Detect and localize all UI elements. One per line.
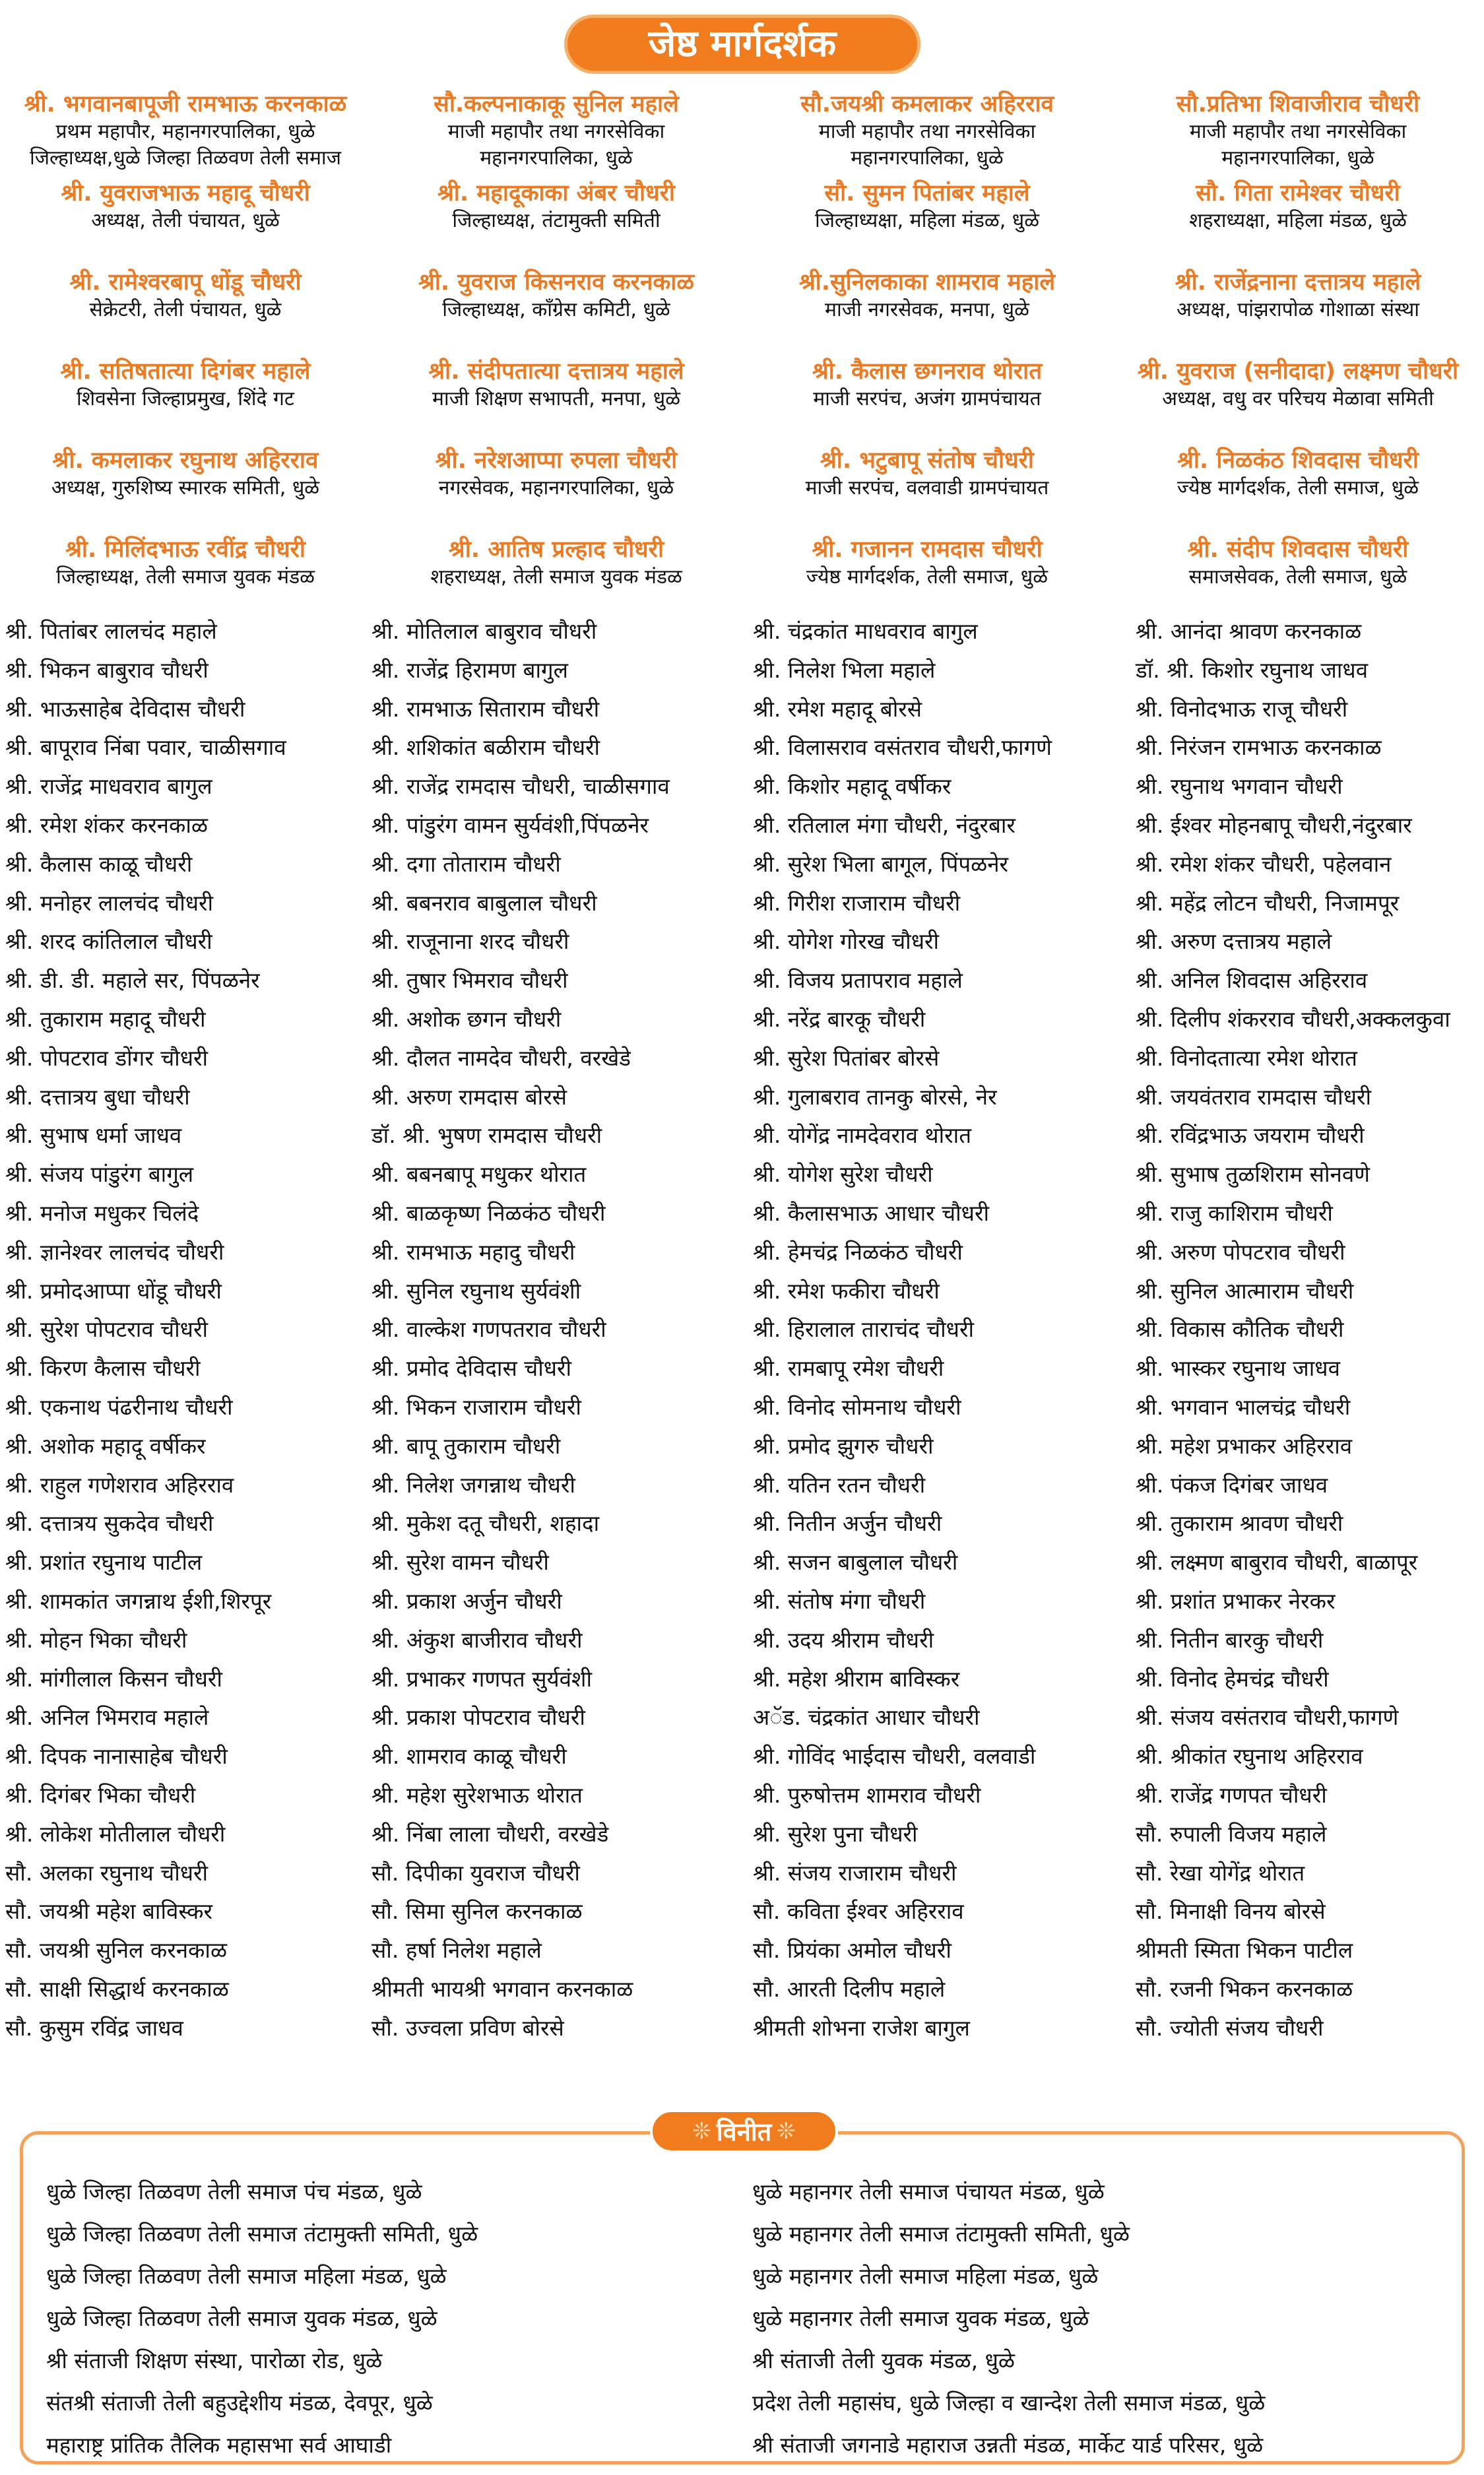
organisation-name: धुळे महानगर तेली समाज महिला मंडळ, धुळे	[752, 2263, 1099, 2289]
leader-name: श्री. कमलाकर रघुनाथ अहिरराव	[52, 447, 319, 474]
member-name: श्री. पोपटराव डोंगर चौधरी	[5, 1045, 209, 1071]
leader-row	[0, 353, 1484, 442]
leader-card	[1113, 531, 1483, 620]
member-name: श्री. रामभाऊ महादु चौधरी	[371, 1238, 575, 1265]
member-name: श्री. नरेंद्र बारकू चौधरी	[753, 1006, 926, 1032]
member-name: श्री. चंद्रकांत माधवराव बागुल	[753, 618, 978, 644]
member-name: श्री. रामभाऊ सिताराम चौधरी	[371, 695, 600, 722]
member-name: सौ. रेखा योगेंद्र थोरात	[1136, 1859, 1305, 1886]
leader-card	[1113, 264, 1483, 353]
leader-designation: अध्यक्ष, पांझरापोळ गोशाळा संस्था	[1176, 298, 1420, 321]
member-name: श्री. हिरालाल ताराचंद चौधरी	[753, 1316, 974, 1343]
member-name: श्री. अशोक महादू वर्षीकर	[5, 1432, 206, 1459]
leader-name: श्री. युवराज (सनीदादा) लक्ष्मण चौधरी	[1137, 358, 1459, 385]
leader-card	[742, 264, 1113, 353]
leader-card	[1113, 175, 1483, 264]
leader-name: श्री. गजानन रामदास चौधरी	[812, 536, 1043, 563]
leader-name: श्री. आतिष प्रल्हाद चौधरी	[448, 536, 664, 563]
leader-name: श्री. भटुबापू संतोष चौधरी	[820, 447, 1034, 474]
leader-row	[0, 531, 1484, 620]
member-name: श्री. विनोद सोमनाथ चौधरी	[753, 1394, 961, 1420]
member-name: श्री. दत्तात्रय सुकदेव चौधरी	[5, 1510, 214, 1537]
leader-designation: माजी नगरसेवक, मनपा, धुळे	[825, 298, 1029, 321]
leader-designation: अध्यक्ष, तेली पंचायत, धुळे	[91, 209, 280, 232]
member-name: श्री. श्रीकांत रघुनाथ अहिरराव	[1136, 1743, 1363, 1770]
member-name: श्री. ज्ञानेश्वर लालचंद चौधरी	[5, 1238, 224, 1265]
leader-designation: शिवसेना जिल्हाप्रमुख, शिंदे गट	[76, 387, 294, 410]
member-name: श्री. बबनबापू मधुकर थोरात	[371, 1161, 587, 1188]
organisation-name: धुळे महानगर तेली समाज युवक मंडळ, धुळे	[752, 2305, 1089, 2331]
leader-designation: माजी महापौर तथा नगरसेविका	[1189, 120, 1407, 143]
organisation-name: श्री संताजी शिक्षण संस्था, पारोळा रोड, धुळे	[46, 2348, 383, 2373]
leader-name: श्री. युवराज किसनराव करनकाळ	[418, 269, 694, 296]
leader-card	[1113, 353, 1483, 442]
member-name: श्री. योगेश गोरख चौधरी	[753, 928, 940, 955]
member-name: श्री. लोकेश मोतीलाल चौधरी	[5, 1820, 226, 1847]
organisation-name: धुळे जिल्हा तिळवण तेली समाज तंटामुक्ती समिती, धुळे	[46, 2221, 478, 2247]
member-name: श्री. नितीन अर्जुन चौधरी	[753, 1510, 942, 1537]
leader-name: श्री. संदीपतात्या दत्तात्रय महाले	[428, 358, 684, 385]
member-name: सौ. अलका रघुनाथ चौधरी	[5, 1859, 209, 1886]
member-name: श्री. दत्तात्रय बुधा चौधरी	[5, 1083, 190, 1110]
member-name: श्री. भिकन बाबुराव चौधरी	[5, 657, 209, 683]
leader-name: श्री. महादूकाका अंबर चौधरी	[437, 180, 675, 207]
member-name: श्री. रामबापू रमेश चौधरी	[753, 1355, 944, 1382]
member-name: श्री. पुरुषोत्तम शामराव चौधरी	[753, 1782, 981, 1808]
leader-row	[0, 175, 1484, 264]
member-name: श्री. रमेश शंकर करनकाळ	[5, 812, 208, 838]
flower-icon: ❊	[692, 2118, 711, 2144]
member-name: श्री. रतिलाल मंगा चौधरी, नंदुरबार	[753, 812, 1016, 838]
member-name: श्री. किशोर महादू वर्षीकर	[753, 773, 952, 800]
member-name: श्री. भाऊसाहेब देविदास चौधरी	[5, 695, 245, 722]
leader-card	[742, 353, 1113, 442]
member-name: श्री. सुरेश पितांबर बोरसे	[753, 1045, 940, 1071]
leader-designation: ज्येष्ठ मार्गदर्शक, तेली समाज, धुळे	[806, 565, 1048, 589]
member-name: श्री. अनिल भिमराव महाले	[5, 1704, 209, 1731]
leader-card	[742, 442, 1113, 531]
organisation-name: धुळे जिल्हा तिळवण तेली समाज युवक मंडळ, धुळे	[46, 2305, 437, 2331]
leader-row	[0, 442, 1484, 531]
member-name: श्री. रविंद्रभाऊ जयराम चौधरी	[1136, 1122, 1365, 1149]
leader-designation: अध्यक्ष, गुरुशिष्य स्मारक समिती, धुळे	[51, 476, 320, 499]
member-name: श्री. दिगंबर भिका चौधरी	[5, 1782, 196, 1808]
member-name: श्री. कैलास काळू चौधरी	[5, 851, 193, 877]
member-name: सौ. जयश्री महेश बाविस्कर	[5, 1898, 213, 1925]
member-name: श्री. निरंजन रामभाऊ करनकाळ	[1136, 734, 1382, 761]
member-name: श्री. अशोक छगन चौधरी	[371, 1006, 562, 1032]
member-name: श्री. डी. डी. महाले सर, पिंपळनेर	[5, 967, 260, 994]
member-name: श्री. सुरेश भिला बागूल, पिंपळनेर	[753, 851, 1009, 877]
member-name: श्री. विजय प्रतापराव महाले	[753, 967, 963, 994]
leader-designation: महानगरपालिका, धुळे	[480, 146, 633, 170]
member-name: श्री. राजु काशिराम चौधरी	[1136, 1200, 1333, 1226]
member-column	[0, 612, 366, 2047]
leader-designation: माजी सरपंच, अजंग ग्रामपंचायत	[813, 387, 1041, 410]
organisation-name: श्री संताजी जगनाडे महाराज उन्नती मंडळ, मार्केट यार्ड परिसर, धुळे	[752, 2432, 1264, 2458]
leader-card	[371, 264, 742, 353]
member-name: श्री. भास्कर रघुनाथ जाधव	[1136, 1355, 1340, 1382]
member-name: श्री. महेश श्रीराम बाविस्कर	[753, 1665, 960, 1692]
member-name: श्री. दौलत नामदेव चौधरी, वरखेडे	[371, 1045, 631, 1071]
member-name: श्री. राहुल गणेशराव अहिरराव	[5, 1471, 234, 1498]
leader-row	[0, 86, 1484, 175]
member-name: सौ. सिमा सुनिल करनकाळ	[371, 1898, 583, 1925]
member-name: श्री. भिकन राजाराम चौधरी	[371, 1394, 581, 1420]
leader-name: सौ.प्रतिभा शिवाजीराव चौधरी	[1176, 91, 1420, 117]
leader-designation: जिल्हाध्यक्ष, तंटामुक्ती समिती	[452, 209, 661, 232]
member-name: श्री. अरुण दत्तात्रय महाले	[1136, 928, 1332, 955]
member-name: अॅड. चंद्रकांत आधार चौधरी	[753, 1704, 980, 1731]
member-name: सौ. जयश्री सुनिल करनकाळ	[5, 1937, 228, 1964]
member-name: श्री. शरद कांतिलाल चौधरी	[5, 928, 212, 955]
leader-designation: महानगरपालिका, धुळे	[851, 146, 1004, 170]
member-name: श्री. आनंदा श्रावण करनकाळ	[1136, 618, 1362, 644]
member-name: श्री. सुनिल रघुनाथ सुर्यवंशी	[371, 1277, 581, 1304]
leader-card	[742, 175, 1113, 264]
member-name: श्री. राजेंद्र हिरामण बागुल	[371, 657, 568, 683]
member-name: श्री. मनोहर लालचंद चौधरी	[5, 889, 214, 916]
member-name: श्री. गिरीश राजाराम चौधरी	[753, 889, 961, 916]
member-column	[1130, 612, 1484, 2047]
member-name: श्री. लक्ष्मण बाबुराव चौधरी, बाळापूर	[1136, 1549, 1418, 1576]
member-name: श्री. एकनाथ पंढरीनाथ चौधरी	[5, 1394, 233, 1420]
member-name: श्री. प्रशांत प्रभाकर नेरकर	[1136, 1588, 1336, 1614]
member-name: सौ. उज्वला प्रविण बोरसे	[371, 2014, 564, 2041]
leader-name: सौ. गिता रामेश्वर चौधरी	[1196, 180, 1400, 207]
member-name: श्री. अरुण पोपटराव चौधरी	[1136, 1238, 1345, 1265]
leader-card	[371, 442, 742, 531]
organisation-name: प्रदेश तेली महासंघ, धुळे जिल्हा व खान्देश तेली समाज मंडळ, धुळे	[752, 2390, 1266, 2416]
closing-column	[46, 2171, 752, 2466]
leader-designation: जिल्हाध्यक्षा, महिला मंडळ, धुळे	[814, 209, 1040, 232]
organisation-name: धुळे जिल्हा तिळवण तेली समाज पंच मंडळ, धुळे	[46, 2179, 422, 2204]
closing-column	[752, 2171, 1445, 2466]
closing-organisations	[46, 2171, 1445, 2466]
leader-designation: ज्येष्ठ मार्गदर्शक, तेली समाज, धुळे	[1177, 476, 1419, 499]
leader-name: श्री. रामेश्वरबापू धोंडू चौधरी	[69, 269, 302, 296]
member-name: श्री. प्रकाश अर्जुन चौधरी	[371, 1588, 562, 1614]
member-name: श्री. प्रशांत रघुनाथ पाटील	[5, 1549, 203, 1576]
member-name: श्री. दिलीप शंकरराव चौधरी,अक्कलकुवा	[1136, 1006, 1450, 1032]
member-name: श्रीमती भायश्री भगवान करनकाळ	[371, 1976, 633, 2002]
leader-name: सौ.जयश्री कमलाकर अहिरराव	[800, 91, 1054, 117]
member-name: श्री. रमेश फकीरा चौधरी	[753, 1277, 940, 1304]
member-name: डॉ. श्री. किशोर रघुनाथ जाधव	[1136, 657, 1369, 683]
member-name: श्री. निंबा लाला चौधरी, वरखेडे	[371, 1820, 609, 1847]
member-name: श्री. अंकुश बाजीराव चौधरी	[371, 1626, 583, 1653]
leader-name: श्री. कैलास छगनराव थोरात	[812, 358, 1043, 385]
member-name: श्री. भगवान भालचंद्र चौधरी	[1136, 1394, 1351, 1420]
member-name: श्री. महेश प्रभाकर अहिरराव	[1136, 1432, 1353, 1459]
leader-card	[0, 353, 371, 442]
member-name: श्री. प्रकाश पोपटराव चौधरी	[371, 1704, 585, 1731]
leader-card	[0, 531, 371, 620]
leader-card	[371, 175, 742, 264]
member-name: श्री. नितीन बारकु चौधरी	[1136, 1626, 1324, 1653]
member-name: श्री. रमेश शंकर चौधरी, पहेलवान	[1136, 851, 1392, 877]
organisation-name: श्री संताजी तेली युवक मंडळ, धुळे	[752, 2348, 1015, 2373]
member-name: श्री. रघुनाथ भगवान चौधरी	[1136, 773, 1343, 800]
member-name: श्री. राजूनाना शरद चौधरी	[371, 928, 569, 955]
member-name: सौ. प्रियंका अमोल चौधरी	[753, 1937, 952, 1964]
member-name: श्री. किरण कैलास चौधरी	[5, 1355, 201, 1382]
member-name: श्री. वाल्केश गणपतराव चौधरी	[371, 1316, 606, 1343]
leader-designation: शहराध्यक्षा, महिला मंडळ, धुळे	[1189, 209, 1407, 232]
leader-name: सौ. सुमन पितांबर महाले	[824, 180, 1030, 207]
members-list	[0, 612, 1484, 2047]
member-name: श्री. सुभाष तुळशिराम सोनवणे	[1136, 1161, 1371, 1188]
member-name: श्री. बाळकृष्ण निळकंठ चौधरी	[371, 1200, 606, 1226]
leader-designation: अध्यक्ष, वधु वर परिचय मेळावा समिती	[1162, 387, 1434, 410]
member-name: सौ. आरती दिलीप महाले	[753, 1976, 946, 2002]
member-name: श्री. बापू तुकाराम चौधरी	[371, 1432, 561, 1459]
member-name: सौ. ज्योती संजय चौधरी	[1136, 2014, 1324, 2041]
leader-designation: माजी शिक्षण सभापती, मनपा, धुळे	[432, 387, 681, 410]
member-name: श्री. निलेश भिला महाले	[753, 657, 936, 683]
member-name: श्री. प्रमोदआप्पा धोंडू चौधरी	[5, 1277, 222, 1304]
member-name: श्री. उदय श्रीराम चौधरी	[753, 1626, 934, 1653]
member-name: श्री. यतिन रतन चौधरी	[753, 1471, 926, 1498]
leader-designation: जिल्हाध्यक्ष, तेली समाज युवक मंडळ	[56, 565, 315, 589]
leader-designation: शहराध्यक्ष, तेली समाज युवक मंडळ	[430, 565, 682, 589]
member-name: श्री. शामराव काळू चौधरी	[371, 1743, 567, 1770]
leader-name: श्री. निळकंठ शिवदास चौधरी	[1177, 447, 1419, 474]
member-name: सौ. रजनी भिकन करनकाळ	[1136, 1976, 1353, 2002]
leader-card	[1113, 442, 1483, 531]
member-name: श्री. सजन बाबुलाल चौधरी	[753, 1549, 958, 1576]
leader-card	[0, 175, 371, 264]
leader-card	[742, 531, 1113, 620]
organisation-name: धुळे महानगर तेली समाज पंचायत मंडळ, धुळे	[752, 2179, 1105, 2204]
leader-designation: समाजसेवक, तेली समाज, धुळे	[1188, 565, 1407, 589]
member-name: श्रीमती शोभना राजेश बागुल	[753, 2014, 970, 2041]
member-name: श्री. बापूराव निंबा पवार, चाळीसगाव	[5, 734, 286, 761]
member-name: श्री. विलासराव वसंतराव चौधरी,फागणे	[753, 734, 1052, 761]
member-name: श्री. जयवंतराव रामदास चौधरी	[1136, 1083, 1372, 1110]
leader-designation: माजी महापौर तथा नगरसेविका	[818, 120, 1036, 143]
leader-card	[0, 442, 371, 531]
member-name: श्री. मोहन भिका चौधरी	[5, 1626, 187, 1653]
leader-designation: महानगरपालिका, धुळे	[1221, 146, 1374, 170]
flower-icon: ❊	[777, 2118, 796, 2144]
member-name: सौ. रुपाली विजय महाले	[1136, 1820, 1327, 1847]
leader-row	[0, 264, 1484, 353]
member-name: श्री. पितांबर लालचंद महाले	[5, 618, 217, 644]
member-name: श्री. प्रमोद झुगरु चौधरी	[753, 1432, 934, 1459]
member-name: श्री. सुभाष धर्मा जाधव	[5, 1122, 182, 1149]
member-name: सौ. मिनाक्षी विनय बोरसे	[1136, 1898, 1326, 1925]
member-name: श्री. गोविंद भाईदास चौधरी, वलवाडी	[753, 1743, 1036, 1770]
member-name: डॉ. श्री. भुषण रामदास चौधरी	[371, 1122, 602, 1149]
member-name: श्री. विनोदभाऊ राजू चौधरी	[1136, 695, 1348, 722]
member-name: श्री. निलेश जगन्नाथ चौधरी	[371, 1471, 575, 1498]
member-name: श्री. विनोद हेमचंद्र चौधरी	[1136, 1665, 1329, 1692]
vinit-badge	[650, 2109, 838, 2153]
member-name: श्री. सुरेश पोपटराव चौधरी	[5, 1316, 209, 1343]
vinit-label: विनीत	[716, 2117, 772, 2146]
leader-name: श्री. सतिषतात्या दिगंबर महाले	[60, 358, 311, 385]
member-name: श्री. अरुण रामदास बोरसे	[371, 1083, 567, 1110]
leader-card	[371, 353, 742, 442]
member-name: श्री. योगेश सुरेश चौधरी	[753, 1161, 933, 1188]
leader-name: श्री.सुनिलकाका शामराव महाले	[798, 269, 1056, 296]
member-name: श्री. हेमचंद्र निळकंठ चौधरी	[753, 1238, 963, 1265]
organisation-name: धुळे महानगर तेली समाज तंटामुक्ती समिती, धुळे	[752, 2221, 1130, 2247]
leader-designation: माजी सरपंच, वलवाडी ग्रामपंचायत	[805, 476, 1049, 499]
member-name: श्रीमती स्मिता भिकन पाटील	[1136, 1937, 1353, 1964]
member-name: श्री. योगेंद्र नामदेवराव थोरात	[753, 1122, 972, 1149]
member-name: श्री. महेंद्र लोटन चौधरी, निजामपूर	[1136, 889, 1400, 916]
leader-name: श्री. युवराजभाऊ महादू चौधरी	[61, 180, 310, 207]
leader-name: सौ.कल्पनाकाकू सुनिल महाले	[434, 91, 679, 117]
member-name: श्री. राजेंद्र माधवराव बागुल	[5, 773, 212, 800]
member-name: श्री. महेश सुरेशभाऊ थोरात	[371, 1782, 583, 1808]
member-name: श्री. कैलासभाऊ आधार चौधरी	[753, 1200, 989, 1226]
member-name: श्री. तुकाराम महादू चौधरी	[5, 1006, 206, 1032]
member-name: श्री. तुषार भिमराव चौधरी	[371, 967, 568, 994]
member-name: श्री. संतोष मंगा चौधरी	[753, 1588, 926, 1614]
member-name: श्री. प्रमोद देविदास चौधरी	[371, 1355, 572, 1382]
member-name: श्री. प्रभाकर गणपत सुर्यवंशी	[371, 1665, 593, 1692]
leader-name: श्री. मिलिंदभाऊ रवींद्र चौधरी	[65, 536, 306, 563]
member-name: सौ. दिपीका युवराज चौधरी	[371, 1859, 580, 1886]
member-name: श्री. मुकेश दतू चौधरी, शहादा	[371, 1510, 600, 1537]
member-column	[748, 612, 1130, 2047]
member-name: श्री. मनोज मधुकर चिलंदे	[5, 1200, 199, 1226]
leader-card	[742, 86, 1113, 175]
member-name: श्री. विनोदतात्या रमेश थोरात	[1136, 1045, 1357, 1071]
member-name: श्री. सुरेश पुना चौधरी	[753, 1820, 918, 1847]
leader-name: श्री. भगवानबापूजी रामभाऊ करनकाळ	[24, 91, 347, 117]
leader-card	[371, 86, 742, 175]
member-name: श्री. सुरेश वामन चौधरी	[371, 1549, 549, 1576]
member-name: श्री. बबनराव बाबुलाल चौधरी	[371, 889, 597, 916]
leader-designation: जिल्हाध्यक्ष,धुळे जिल्हा तिळवण तेली समाज	[30, 146, 341, 170]
member-name: सौ. हर्षा निलेश महाले	[371, 1937, 542, 1964]
member-name: श्री. पंकज दिगंबर जाधव	[1136, 1471, 1328, 1498]
member-name: श्री. संजय पांडुरंग बागुल	[5, 1161, 194, 1188]
member-name: श्री. सुनिल आत्माराम चौधरी	[1136, 1277, 1354, 1304]
member-name: श्री. राजेंद्र गणपत चौधरी	[1136, 1782, 1327, 1808]
member-name: श्री. तुकाराम श्रावण चौधरी	[1136, 1510, 1343, 1537]
leader-designation: नगरसेवक, महानगरपालिका, धुळे	[438, 476, 674, 499]
page-title: जेष्ठ मार्गदर्शक	[648, 22, 837, 65]
leader-name: श्री. नरेशआप्पा रुपला चौधरी	[435, 447, 678, 474]
leader-designation: सेक्रेटरी, तेली पंचायत, धुळे	[89, 298, 282, 321]
leaders-grid	[0, 86, 1484, 620]
leader-name: श्री. संदीप शिवदास चौधरी	[1187, 536, 1409, 563]
title-badge	[564, 15, 920, 74]
member-name: श्री. गुलाबराव तानकु बोरसे, नेर	[753, 1083, 997, 1110]
member-name: श्री. दगा तोताराम चौधरी	[371, 851, 561, 877]
member-name: श्री. राजेंद्र रामदास चौधरी, चाळीसगाव	[371, 773, 670, 800]
member-name: श्री. शशिकांत बळीराम चौधरी	[371, 734, 600, 761]
leader-designation: माजी महापौर तथा नगरसेविका	[447, 120, 665, 143]
leader-card	[0, 264, 371, 353]
leader-designation: जिल्हाध्यक्ष, कॉंग्रेस कमिटी, धुळे	[442, 298, 670, 321]
member-name: श्री. पांडुरंग वामन सुर्यवंशी,पिंपळनेर	[371, 812, 649, 838]
member-name: श्री. मांगीलाल किसन चौधरी	[5, 1665, 222, 1692]
organisation-name: महाराष्ट्र प्रांतिक तैलिक महासभा सर्व आघाडी	[46, 2432, 392, 2458]
member-name: सौ. साक्षी सिद्धार्थ करनकाळ	[5, 1976, 229, 2002]
member-column	[366, 612, 748, 2047]
member-name: श्री. संजय राजाराम चौधरी	[753, 1859, 957, 1886]
member-name: श्री. शामकांत जगन्नाथ ईशी,शिरपूर	[5, 1588, 272, 1614]
leader-name: श्री. राजेंद्रनाना दत्तात्रय महाले	[1175, 269, 1421, 296]
member-name: श्री. मोतिलाल बाबुराव चौधरी	[371, 618, 597, 644]
member-name: श्री. विकास कौतिक चौधरी	[1136, 1316, 1344, 1343]
member-name: सौ. कुसुम रविंद्र जाधव	[5, 2014, 183, 2041]
leader-designation: प्रथम महापौर, महानगरपालिका, धुळे	[55, 120, 315, 143]
member-name: श्री. दिपक नानासाहेब चौधरी	[5, 1743, 228, 1770]
organisation-name: धुळे जिल्हा तिळवण तेली समाज महिला मंडळ, धुळे	[46, 2263, 447, 2289]
member-name: श्री. संजय वसंतराव चौधरी,फागणे	[1136, 1704, 1399, 1731]
organisation-name: संतश्री संताजी तेली बहुउद्देशीय मंडळ, देवपूर, धुळे	[46, 2390, 433, 2416]
leader-card	[0, 86, 371, 175]
member-name: श्री. ईश्वर मोहनबापू चौधरी,नंदुरबार	[1136, 812, 1412, 838]
leader-card	[371, 531, 742, 620]
member-name: श्री. अनिल शिवदास अहिरराव	[1136, 967, 1368, 994]
member-name: श्री. रमेश महादू बोरसे	[753, 695, 922, 722]
leader-card	[1113, 86, 1483, 175]
member-name: सौ. कविता ईश्वर अहिरराव	[753, 1898, 964, 1925]
